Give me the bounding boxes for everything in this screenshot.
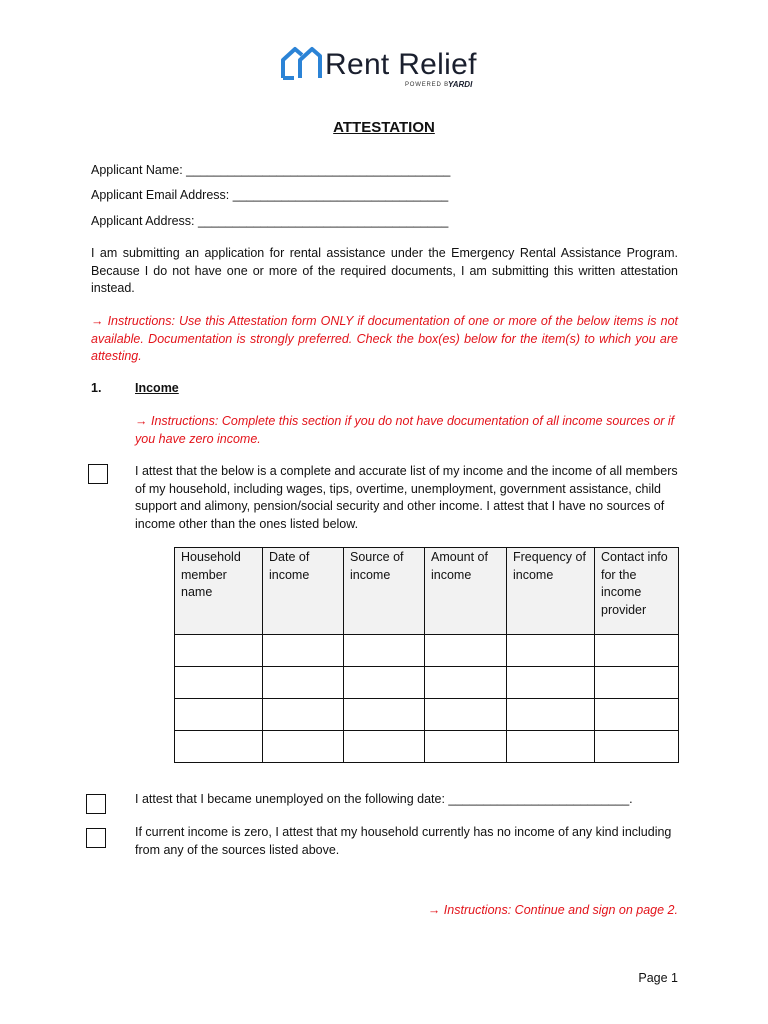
house-icon: [280, 46, 322, 80]
cell-input[interactable]: [425, 731, 506, 762]
table-cell[interactable]: [425, 635, 507, 667]
table-cell[interactable]: [595, 667, 679, 699]
cell-input[interactable]: [507, 731, 594, 762]
column-header: Amount of income: [425, 548, 507, 635]
cell-input[interactable]: [263, 667, 343, 698]
table-cell[interactable]: [344, 635, 425, 667]
table-cell[interactable]: [507, 667, 595, 699]
cell-input[interactable]: [344, 699, 424, 730]
cell-input[interactable]: [425, 667, 506, 698]
cell-input[interactable]: [425, 635, 506, 666]
column-header: Source of income: [344, 548, 425, 635]
table-cell[interactable]: [175, 731, 263, 763]
cell-input[interactable]: [263, 635, 343, 666]
table-cell[interactable]: [263, 667, 344, 699]
cell-input[interactable]: [425, 699, 506, 730]
column-header: Contact info for the income provider: [595, 548, 679, 635]
table-row: [175, 635, 679, 667]
unemployed-attest-checkbox[interactable]: [86, 794, 106, 814]
table-cell[interactable]: [507, 635, 595, 667]
table-cell[interactable]: [175, 635, 263, 667]
rent-relief-logo: [280, 46, 490, 96]
cell-input[interactable]: [175, 699, 262, 730]
table-cell[interactable]: [595, 731, 679, 763]
continue-instructions: → Instructions: Continue and sign on page 2.: [427, 903, 678, 917]
table-cell[interactable]: [595, 699, 679, 731]
table-cell[interactable]: [344, 699, 425, 731]
zero-income-attest-checkbox[interactable]: [86, 828, 106, 848]
table-cell[interactable]: [175, 699, 263, 731]
cell-input[interactable]: [595, 635, 678, 666]
table-cell[interactable]: [263, 731, 344, 763]
table-cell[interactable]: [263, 699, 344, 731]
zero-income-attest-text: If current income is zero, I attest that my household currently has no income of any kind including from any of the sources listed above.: [135, 825, 672, 857]
applicant-email-field[interactable]: Applicant Email Address: _______________________________: [91, 188, 449, 202]
income-table: [174, 547, 679, 763]
table-row: [175, 699, 679, 731]
logo-powered-by: POWERED BY: [405, 82, 454, 88]
cell-input[interactable]: [344, 635, 424, 666]
cell-input[interactable]: [263, 731, 343, 762]
table-cell[interactable]: [507, 731, 595, 763]
applicant-address-field[interactable]: Applicant Address: ____________________________________: [91, 214, 449, 228]
table-row: [175, 731, 679, 763]
table-cell[interactable]: [507, 699, 595, 731]
cell-input[interactable]: [263, 699, 343, 730]
logo-brand-text: Rent Relief: [325, 48, 477, 81]
income-attest-checkbox[interactable]: [88, 464, 108, 484]
cell-input[interactable]: [344, 731, 424, 762]
cell-input[interactable]: [175, 667, 262, 698]
applicant-name-field[interactable]: Applicant Name: ______________________________________: [91, 163, 451, 177]
cell-input[interactable]: [507, 667, 594, 698]
cell-input[interactable]: [175, 635, 262, 666]
table-cell[interactable]: [595, 635, 679, 667]
column-header: Date of income: [263, 548, 344, 635]
intro-paragraph: I am submitting an application for rental assistance under the Emergency Rental Assistance Program. Because I do not have one or more of the required documents, I am submitting this written attestation instead.: [91, 246, 678, 295]
table-header-row: [175, 548, 679, 635]
income-instructions: → Instructions: Complete this section if you do not have documentation of all income sources or if you have zero income.: [135, 414, 675, 446]
page-title: ATTESTATION: [333, 119, 435, 136]
column-header: Frequency of income: [507, 548, 595, 635]
page-number: Page 1: [638, 971, 678, 985]
table-cell[interactable]: [425, 699, 507, 731]
cell-input[interactable]: [595, 699, 678, 730]
cell-input[interactable]: [595, 731, 678, 762]
cell-input[interactable]: [344, 667, 424, 698]
table-cell[interactable]: [344, 667, 425, 699]
cell-input[interactable]: [507, 699, 594, 730]
table-cell[interactable]: [425, 667, 507, 699]
logo-partner: YARDI: [448, 80, 473, 89]
section-number: 1.: [91, 381, 102, 395]
cell-input[interactable]: [507, 635, 594, 666]
table-cell[interactable]: [263, 635, 344, 667]
column-header: Household member name: [175, 548, 263, 635]
table-cell[interactable]: [175, 667, 263, 699]
cell-input[interactable]: [175, 731, 262, 762]
table-row: [175, 667, 679, 699]
unemployed-attest-text: I attest that I became unemployed on the following date: __________________________.: [135, 792, 633, 806]
table-cell[interactable]: [425, 731, 507, 763]
income-attest-text: I attest that the below is a complete and accurate list of my income and the income of all members of my household, including wages, tips, overtime, unemployment, government assistance, child support and alimony, pension/social security and other income. I attest that I have no sources of income other than the ones listed below.: [135, 464, 678, 531]
section-title-income: Income: [135, 381, 179, 395]
cell-input[interactable]: [595, 667, 678, 698]
table-cell[interactable]: [344, 731, 425, 763]
main-instructions: → Instructions: Use this Attestation form ONLY if documentation of one or more of the below items is not available. Documentation is strongly preferred. Check the box(es) below for the item(s) to which you are attesting.: [91, 314, 678, 363]
